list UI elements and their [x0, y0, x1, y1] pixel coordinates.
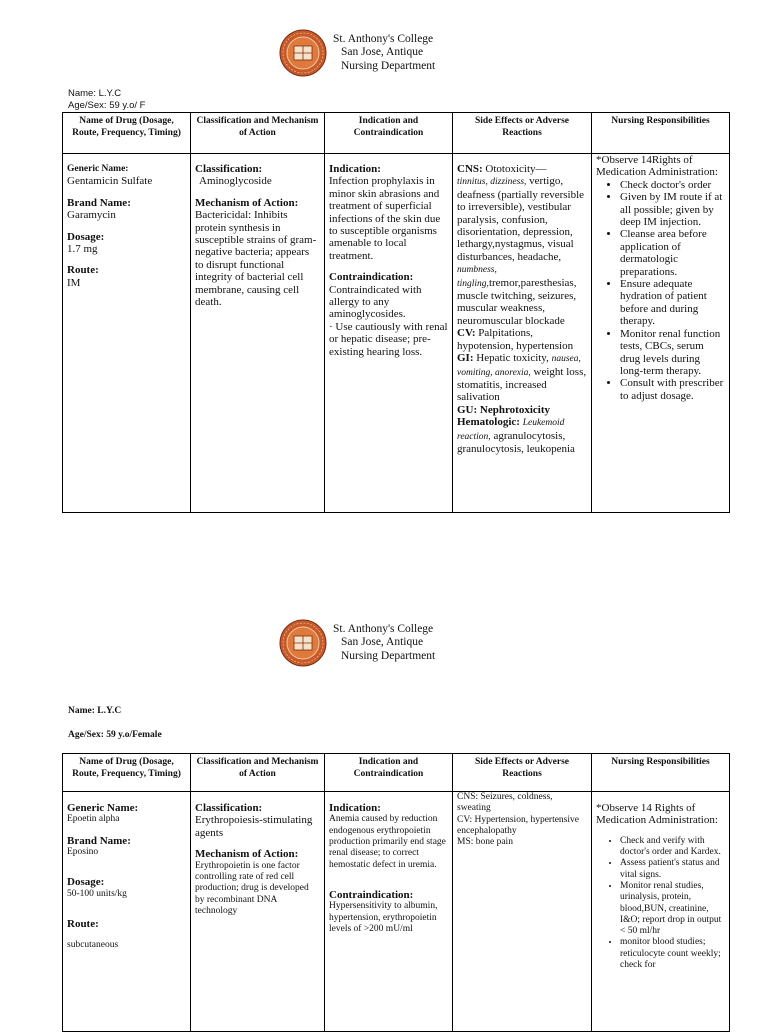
drug-table-1 [62, 112, 730, 513]
college-location: San Jose, Antique [341, 636, 424, 649]
ms-value: MS: bone pain [457, 837, 513, 848]
generic-label: Generic Name: [67, 802, 139, 814]
drug-cell [63, 154, 191, 513]
side-effects-cell [453, 154, 592, 513]
cns-a: Ototoxicity— [485, 163, 547, 175]
moa-label: Mechanism of Action: [195, 196, 299, 209]
nursing-item: • Ensure adequate hydration of patient before and during therapy. [620, 278, 725, 328]
header-side-effects: Side Effects or Adverse Reactions [453, 113, 592, 154]
moa-label: Mechanism of Action: [195, 848, 299, 861]
side-effects-cell [453, 792, 592, 1032]
cns-b: tinnitus, dizziness, [457, 177, 527, 188]
nursing-item: • Monitor renal function tests, CBCs, serum drug levels during long-term therapy. [620, 328, 725, 378]
brand-label: Brand Name: [67, 834, 131, 847]
patient-age-sex-2: Age/Sex: 59 y.o/Female [68, 730, 162, 740]
nursing-item: • Given by IM route if at all possible; given by deep IM injection. [620, 191, 725, 228]
nursing-cell [592, 792, 730, 1032]
generic-name: Gentamicin Sulfate [67, 175, 153, 188]
nursing-item: • Check and verify with doctor's order and Kardex. [620, 836, 725, 859]
header-drug: Name of Drug (Dosage, Route, Frequency, Timing) [63, 113, 191, 154]
drug-table-2 [62, 753, 730, 1032]
brand-name: Eposino [67, 847, 99, 858]
college-seal-icon [279, 29, 327, 77]
route-label: Route: [67, 264, 99, 277]
moa-value: Erythropoietin is one factor controlling rate of red cell production; drug is developed by recombinant DNA technology [195, 860, 309, 916]
patient-age-sex: Age/Sex: 59 y.o/ F [68, 100, 146, 111]
dosage-value: 1.7 mg [67, 242, 98, 255]
dosage-label: Dosage: [67, 230, 105, 243]
patient-name: Name: L.Y.C [68, 88, 122, 99]
header-classification: Classification and Mechanism of Action [191, 113, 325, 154]
contraindication-value: Contraindicated with allergy to any aminoglycosides. [329, 283, 422, 321]
classification-label: Classification: [195, 802, 263, 814]
nursing-list [596, 179, 725, 402]
gi-b: nausea, vomiting, anorexia, [457, 354, 581, 378]
cv-label: CV: [457, 327, 476, 340]
header-nursing: Nursing Responsibilities [592, 113, 730, 154]
patient-name-2: Name: L.Y.C [68, 706, 122, 716]
generic-name: Epoetin alpha [67, 814, 120, 825]
header-indication: Indication and Contraindication [325, 113, 453, 154]
nursing-item: • monitor blood studies; reticulocyte count weekly; check for [620, 937, 725, 971]
contraindication-label: Contraindication: [329, 271, 414, 284]
nursing-cell [592, 154, 730, 513]
cns-e: tremor,paresthesias, muscle twitching, seizures, muscular weakness, neuromuscular blockade [457, 276, 577, 327]
college-name: St. Anthony's College [333, 32, 434, 45]
moa-value: Bactericidal: Inhibits protein synthesis in susceptible strains of gram-negative bacteria; appears to disrupt functional integrity of bacterial cell membrane, causing cell death. [195, 209, 317, 309]
contraindication-label: Contraindication: [329, 888, 414, 901]
nursing-item: • Consult with prescriber to adjust dosage. [620, 377, 725, 402]
nursing-item: • Check doctor's order [620, 179, 725, 191]
contraindication-value-2: · Use cautiously with renal or hepatic disease; pre-existing hearing loss. [329, 320, 448, 358]
nursing-list [596, 836, 725, 972]
classification-value: Erythropoiesis-stimulating agents [195, 814, 313, 839]
dosage-label: Dosage: [67, 876, 105, 889]
hema-a: Leukemoid reaction, [457, 418, 565, 442]
header-classification: Classification and Mechanism of Action [191, 754, 325, 792]
nursing-item: • Monitor renal studies, urinalysis, protein, blood,BUN, creatinine, I&O; report drop in output < 50 ml/hr [620, 881, 725, 937]
classification-cell [191, 792, 325, 1032]
contraindication-value: Hypersensitivity to albumin, hypertension, erythropoietin levels of >200 mU/ml [329, 901, 438, 934]
college-department: Nursing Department [341, 649, 436, 662]
indication-label: Indication: [329, 163, 381, 175]
brand-label: Brand Name: [67, 196, 131, 209]
patient-info-1 [68, 88, 145, 112]
header-drug: Name of Drug (Dosage, Route, Frequency, Timing) [63, 754, 191, 792]
hema-b: agranulocytosis, granulocytosis, leukopenia [457, 429, 575, 455]
college-seal-icon [279, 619, 327, 667]
classification-cell [191, 154, 325, 513]
gi-a: Hepatic toxicity, [476, 352, 549, 365]
drug-cell [63, 792, 191, 1032]
nursing-item: • Cleanse area before application of dermatologic preparations. [620, 228, 725, 278]
college-location: San Jose, Antique [341, 46, 424, 59]
generic-label: Generic Name: [67, 164, 129, 174]
gi-label: GI: [457, 352, 474, 365]
classification-value: Aminoglycoside [199, 175, 272, 188]
nursing-item: • Assess patient's status and vital signs. [620, 858, 725, 881]
brand-name: Garamycin [67, 209, 116, 222]
route-value: IM [67, 276, 81, 289]
cns-value: CNS: Seizures, coldness, sweating [457, 792, 553, 814]
cv-value: CV: Hypertension, hypertensive encephalopathy [457, 814, 579, 836]
college-name: St. Anthony's College [333, 622, 434, 635]
gi-c: weight loss, stomatitis, increased salivation [457, 365, 587, 404]
header-nursing: Nursing Responsibilities [592, 754, 730, 792]
cns-c: vertigo, deafness (partially reversible to irreversible), vestibular paralysis, confusion, disorientation, depression, lethargy,nystagmus, visual disturbances, headache, [457, 175, 585, 263]
indication-cell [325, 154, 453, 513]
indication-value: Anemia caused by reduction endogenous erythropoietin production primarily end stage renal disease; to correct hemostatic defect in uremia. [329, 814, 446, 870]
route-label: Route: [67, 918, 99, 931]
indication-value: Infection prophylaxis in minor skin abrasions and treatment of superficial infections of the skin due to susceptible organisms amenable to local treatment. [329, 175, 441, 262]
hema-label: Hematologic: [457, 416, 520, 429]
header-side-effects: Side Effects or Adverse Reactions [453, 754, 592, 792]
indication-cell [325, 792, 453, 1032]
college-header-2 [279, 619, 435, 667]
indication-label: Indication: [329, 802, 381, 814]
cv-value: Palpitations, hypotension, hypertension [457, 327, 574, 352]
college-header-1 [279, 29, 435, 77]
nursing-intro: *Observe 14 Rights of Medication Administration: [596, 802, 718, 827]
route-value: subcutaneous [67, 939, 119, 950]
gu-label: GU: Nephrotoxicity [457, 403, 550, 416]
college-department: Nursing Department [341, 59, 436, 72]
cns-d: numbness, tingling, [457, 265, 497, 289]
dosage-value: 50-100 units/kg [67, 888, 127, 899]
nursing-intro: *Observe 14Rights of Medication Administration: [596, 154, 718, 179]
cns-label: CNS: [457, 163, 483, 175]
classification-label: Classification: [195, 163, 263, 175]
header-indication: Indication and Contraindication [325, 754, 453, 792]
